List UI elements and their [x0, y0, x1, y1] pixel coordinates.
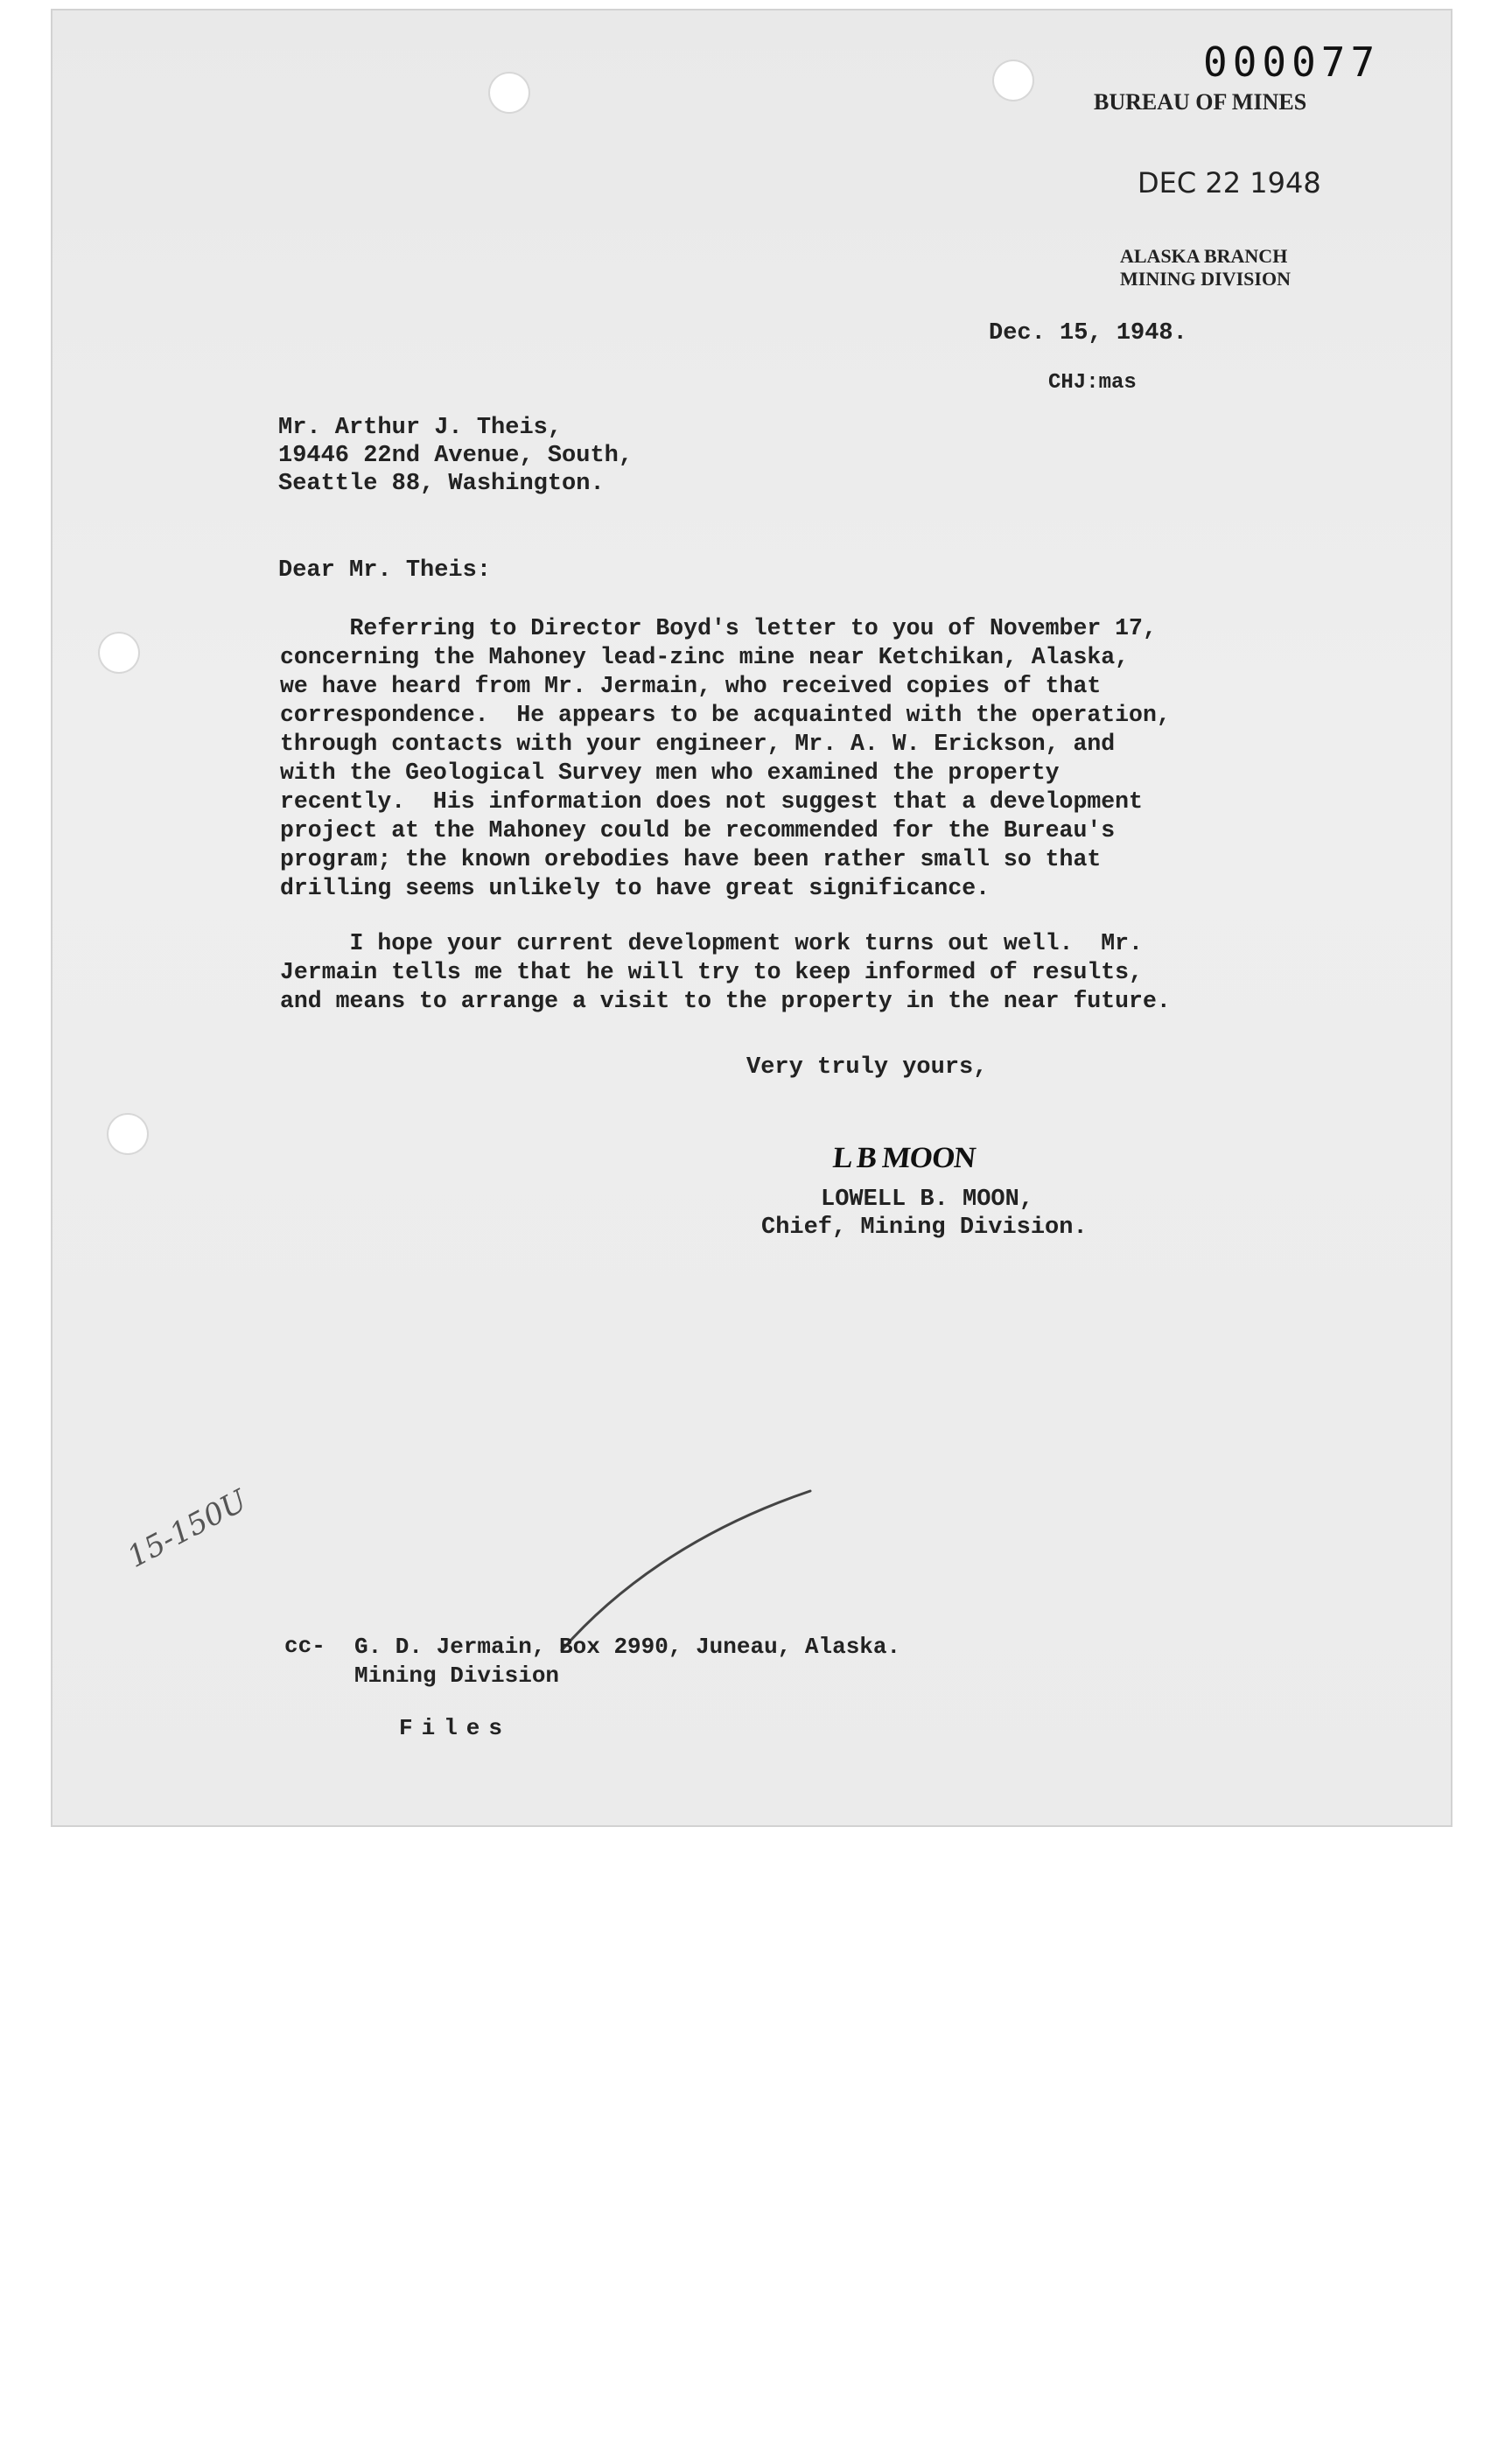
received-date-stamp: DEC 22 1948	[1138, 166, 1321, 200]
letter-date: Dec. 15, 1948.	[989, 320, 1187, 346]
branch-stamp-line: ALASKA BRANCH	[1120, 245, 1288, 267]
body-line: program; the known orebodies have been rather small so that	[280, 846, 1102, 872]
reference-initials: CHJ:mas	[1048, 371, 1137, 395]
address-line: 19446 22nd Avenue, South,	[278, 443, 634, 469]
recipient-address	[278, 414, 633, 498]
body-line: we have heard from Mr. Jermain, who received copies of that	[280, 673, 1102, 699]
body-line: Jermain tells me that he will try to keep informed of results,	[280, 959, 1143, 985]
punch-hole-middle	[100, 634, 138, 672]
bureau-stamp: BUREAU OF MINES	[1094, 89, 1307, 115]
body-line: and means to arrange a visit to the property in the near future.	[280, 988, 1171, 1014]
salutation: Dear Mr. Theis:	[278, 557, 492, 584]
cc-recipients	[354, 1633, 900, 1690]
body-line: through contacts with your engineer, Mr. A. W. Erickson, and	[280, 731, 1116, 757]
body-line: correspondence. He appears to be acquainted with the operation,	[280, 702, 1171, 728]
branch-stamp-line: MINING DIVISION	[1120, 268, 1291, 290]
cc-label: cc-	[284, 1633, 326, 1659]
body-line: with the Geological Survey men who examined the property	[280, 760, 1060, 786]
address-line: Mr. Arthur J. Theis,	[278, 415, 563, 441]
punch-hole-lower	[108, 1115, 147, 1153]
signer-title: Chief, Mining Division.	[761, 1214, 1088, 1241]
signature-stamp: L B MOON	[831, 1142, 977, 1174]
cc-line: G. D. Jermain, Box 2990, Juneau, Alaska.	[354, 1634, 901, 1660]
closing: Very truly yours,	[746, 1054, 988, 1081]
body-paragraph-2	[280, 929, 1171, 1016]
signer-name: LOWELL B. MOON,	[821, 1186, 1034, 1213]
pen-stroke	[560, 1488, 814, 1654]
body-line: recently. His information does not suggest that a development	[280, 788, 1143, 815]
files-label: Files	[399, 1715, 512, 1741]
body-line: project at the Mahoney could be recommended for the Bureau's	[280, 817, 1116, 844]
body-line: drilling seems unlikely to have great significance.	[280, 875, 990, 901]
document-number-stamp: 000077	[1203, 38, 1381, 86]
punch-hole-top-right	[994, 61, 1032, 100]
body-line: Referring to Director Boyd's letter to you of November 17,	[280, 615, 1157, 641]
body-paragraph-1	[280, 614, 1171, 903]
cc-line: Mining Division	[354, 1662, 560, 1689]
branch-stamp	[1120, 245, 1291, 290]
address-line: Seattle 88, Washington.	[278, 471, 605, 497]
punch-hole-top-left	[490, 74, 528, 112]
signer-block	[761, 1186, 1088, 1242]
body-line: I hope your current development work turns out well. Mr.	[280, 930, 1143, 956]
body-line: concerning the Mahoney lead-zinc mine near Ketchikan, Alaska,	[280, 644, 1130, 670]
handwritten-note: 15-150U	[122, 1483, 253, 1575]
